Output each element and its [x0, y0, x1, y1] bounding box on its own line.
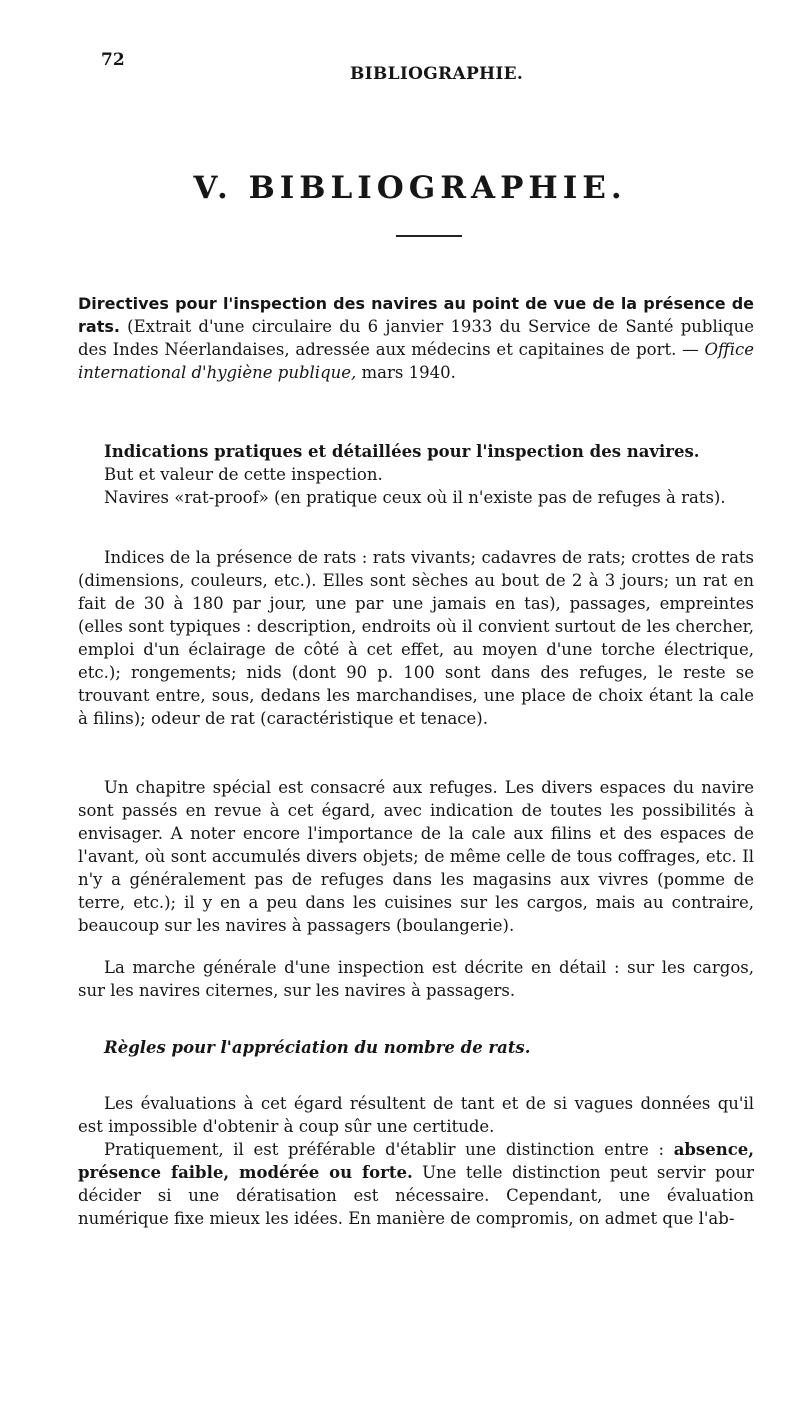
evaluations-text: Les évaluations à cet égard résultent de tant et de si vagues données qu'il est impossible d'obtenir à coup sûr une certitude. [78, 1094, 754, 1136]
paragraph-evaluations [78, 1092, 754, 1230]
subheading-regles [78, 1036, 754, 1059]
page-number: 72 [101, 50, 125, 70]
pratiquement-end: Une telle distinction peut servir pour décider si une dératisation est nécessaire. Cependant, une évaluation numérique fixe mieux les idées. En manière de compromis, on admet que l'ab- [78, 1163, 754, 1228]
entry-heading: Directives pour l'inspection des navires au point de vue de la présence de rats. [78, 294, 754, 336]
marche-text: La marche générale d'une inspection est décrite en détail : sur les cargos, sur les navires citernes, sur les navires à passagers. [78, 958, 754, 1000]
entry-date: mars 1940. [361, 363, 456, 382]
indications-text: Indications pratiques et détaillées pour l'inspection des navires. [104, 442, 700, 461]
entry-details: (Extrait d'une circulaire du 6 janvier 1933 du Service de Santé publique des Indes Néerlandaises, adressée aux médecins et capitaines de port. — [78, 317, 754, 359]
title-rule [396, 235, 462, 237]
paragraph-rat-proof: Navires «rat-proof» (en pratique ceux où il n'existe pas de refuges à rats). [104, 488, 726, 507]
regles-heading: Règles pour l'appréciation du nombre de rats. [104, 1038, 531, 1057]
paragraph-but: But et valeur de cette inspection. [104, 465, 383, 484]
paragraph-pratiquement [78, 1138, 754, 1230]
summary-opening [78, 440, 754, 509]
chapitre-text: Un chapitre spécial est consacré aux refuges. Les divers espaces du navire sont passés en revue à cet égard, avec indication de toutes les possibilités à envisager. A noter encore l'importance de la cale aux filins et des espaces de l'avant, où sont accumulés divers objets; de même celle de tous coffrages, etc. Il n'y a généralement pas de refuges dans les magasins aux vivres (pomme de terre, etc.); il y en a peu dans les cuisines sur les cargos, mais au contraire, beaucoup sur les navires à passagers (boulangerie). [78, 778, 754, 935]
paragraph-chapitre [78, 776, 754, 937]
paragraph-marche [78, 956, 754, 1002]
running-head: BIBLIOGRAPHIE. [350, 64, 524, 84]
paragraph-indices [78, 546, 754, 730]
paragraph-indications [78, 440, 754, 463]
pratiquement-terms: absence, présence faible, modérée ou forte. [78, 1140, 754, 1182]
entry-source: Office international d'hygiène publique, [78, 340, 754, 382]
indices-text: Indices de la présence de rats : rats vivants; cadavres de rats; crottes de rats (dimensions, couleurs, etc.). Elles sont sèches au bout de 2 à 3 jours; un rat en fait de 30 à 180 par jour, une par une jamais en tas), passages, empreintes (elles sont typiques : description, endroits où il convient surtout de les chercher, emploi d'un éclairage de côté à cet effet, au moyen d'une torche électrique, etc.); rongements; nids (dont 90 p. 100 sont dans des refuges, le reste se trouvant entre, sous, dedans les marchandises, une place de choix étant la cale à filins); odeur de rat (caractéristique et tenace). [78, 548, 754, 728]
bibliography-entry [78, 292, 754, 384]
section-title: V. BIBLIOGRAPHIE. [193, 170, 627, 206]
pratiquement-start: Pratiquement, il est préférable d'établir une distinction entre : [104, 1140, 664, 1159]
